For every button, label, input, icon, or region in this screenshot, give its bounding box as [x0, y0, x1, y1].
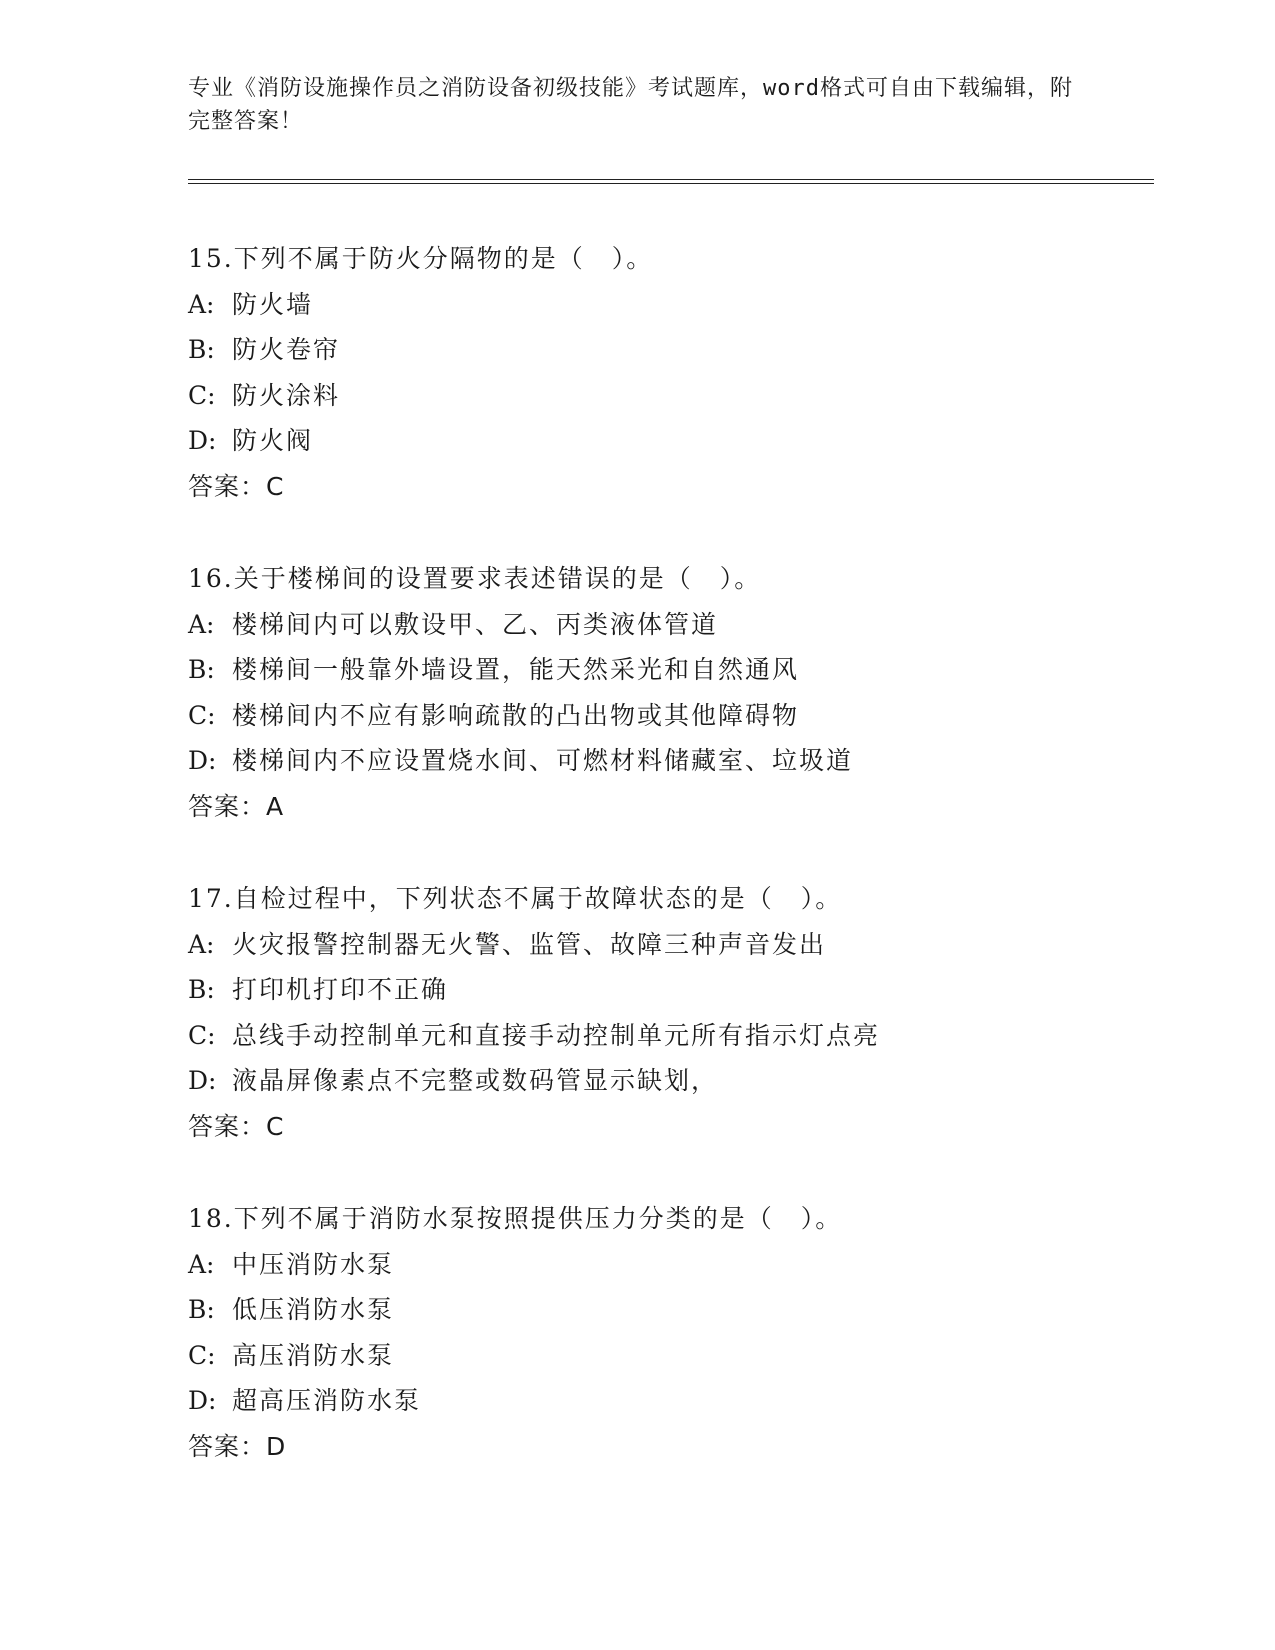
header-divider-top — [188, 179, 1154, 180]
option-letter: A: — [188, 289, 215, 319]
option-b — [188, 967, 1154, 1013]
option-text: 楼梯间内不应设置烧水间、可燃材料储藏室、垃圾道 — [232, 746, 854, 775]
option-text: 超高压消防水泵 — [232, 1386, 422, 1415]
option-letter: C: — [188, 380, 216, 410]
option-letter: B: — [188, 1295, 215, 1324]
option-c — [188, 1013, 1154, 1059]
option-text: 防火卷帘 — [232, 335, 341, 364]
option-text: 低压消防水泵 — [232, 1295, 395, 1324]
option-text: 打印机打印不正确 — [232, 975, 449, 1004]
question-17 — [188, 876, 1154, 1196]
option-text: 高压消防水泵 — [232, 1340, 395, 1370]
option-text: 防火涂料 — [232, 380, 341, 410]
option-d — [188, 738, 1154, 784]
question-stem: 18.下列不属于消防水泵按照提供压力分类的是（ ）。 — [188, 1204, 843, 1233]
option-text: 楼梯间一般靠外墙设置，能天然采光和自然通风 — [232, 655, 800, 684]
option-c — [188, 373, 1154, 419]
option-c — [188, 693, 1154, 739]
option-b — [188, 1287, 1154, 1333]
question-stem: 16.关于楼梯间的设置要求表述错误的是（ ）。 — [188, 564, 762, 593]
option-a — [188, 602, 1154, 648]
question-stem: 17.自检过程中，下列状态不属于故障状态的是（ ）。 — [188, 884, 843, 913]
document-header: 专业《消防设施操作员之消防设备初级技能》考试题库，word格式可自由下载编辑，附完整答案！ — [188, 76, 1073, 134]
answer-line: 答案：C — [188, 1111, 285, 1141]
header-divider-bottom — [188, 183, 1154, 184]
option-d — [188, 418, 1154, 464]
question-list — [188, 236, 1154, 1516]
option-d — [188, 1058, 1154, 1104]
question-15 — [188, 236, 1154, 556]
option-text: 总线手动控制单元和直接手动控制单元所有指示灯点亮 — [232, 1020, 881, 1050]
option-letter: D: — [188, 426, 217, 455]
option-letter: D: — [188, 746, 217, 775]
option-letter: A: — [188, 929, 215, 959]
answer-line: 答案：C — [188, 471, 285, 501]
option-b — [188, 647, 1154, 693]
option-a — [188, 1242, 1154, 1288]
option-text: 火灾报警控制器无火警、监管、故障三种声音发出 — [232, 929, 827, 959]
option-text: 中压消防水泵 — [232, 1249, 395, 1279]
option-text: 防火墙 — [232, 289, 314, 319]
option-letter: D: — [188, 1066, 217, 1095]
option-letter: C: — [188, 1340, 216, 1370]
option-d — [188, 1378, 1154, 1424]
question-stem: 15.下列不属于防火分隔物的是（ ）。 — [188, 244, 654, 273]
option-letter: B: — [188, 655, 215, 684]
option-letter: A: — [188, 609, 215, 639]
answer-line: 答案：A — [188, 791, 285, 821]
option-a — [188, 922, 1154, 968]
option-text: 楼梯间内不应有影响疏散的凸出物或其他障碍物 — [232, 700, 800, 730]
option-letter: C: — [188, 700, 216, 730]
option-text: 液晶屏像素点不完整或数码管显示缺划， — [232, 1066, 719, 1095]
option-text: 防火阀 — [232, 426, 314, 455]
option-c — [188, 1333, 1154, 1379]
option-letter: D: — [188, 1386, 217, 1415]
answer-line: 答案：D — [188, 1431, 287, 1461]
option-letter: A: — [188, 1249, 215, 1279]
option-a — [188, 282, 1154, 328]
option-letter: B: — [188, 975, 215, 1004]
option-letter: B: — [188, 335, 215, 364]
option-letter: C: — [188, 1020, 216, 1050]
question-18 — [188, 1196, 1154, 1516]
option-b — [188, 327, 1154, 373]
question-16 — [188, 556, 1154, 876]
option-text: 楼梯间内可以敷设甲、乙、丙类液体管道 — [232, 609, 719, 639]
